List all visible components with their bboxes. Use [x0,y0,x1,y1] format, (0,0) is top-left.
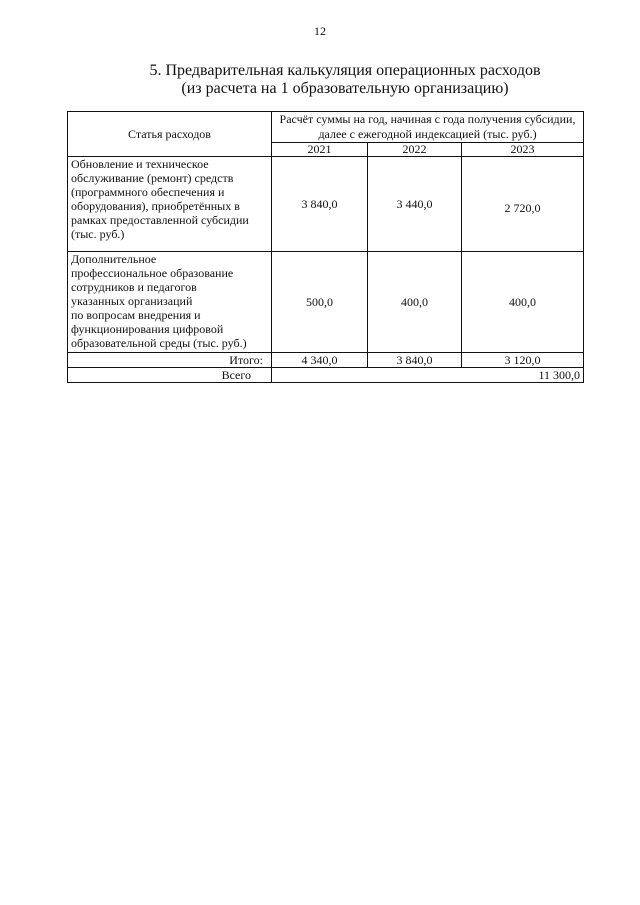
value-cell-2021: 500,0 [272,252,368,353]
totals-label: Итого: [68,353,272,368]
header-year-2021: 2021 [272,143,368,157]
header-expense-item: Статья расходов [68,112,272,157]
value-cell-2023: 400,0 [462,252,584,353]
value-cell-2021: 3 840,0 [272,157,368,252]
item-line: по вопросам внедрения и [71,308,201,322]
value-cell-2022: 400,0 [368,252,462,353]
page-number: 12 [314,24,326,38]
item-line: (тыс. руб.) [71,227,125,241]
item-line: рамках предоставленной субсидии [71,213,249,227]
document-title [110,62,580,98]
table-row [68,252,584,353]
totals-row [68,353,584,368]
item-line: сотрудников и педагогов [71,280,197,294]
grand-total-row [68,368,584,383]
total-2023: 3 120,0 [462,353,584,368]
grand-total-label: Всего [68,368,272,383]
header-calculation: Расчёт суммы на год, начиная с года получения субсидии, далее с ежегодной индексацией (тыс. руб.) [272,112,584,143]
item-line: профессиональное образование [71,266,234,280]
item-line: оборудования), приобретённых в [71,199,240,213]
title-line-1: 5. Предварительная калькуляция операционных расходов [149,62,541,79]
grand-total-value: 11 300,0 [272,368,584,383]
value-cell-2023: 2 720,0 [462,157,584,252]
header-year-2023: 2023 [462,143,584,157]
table-header-row [68,112,584,143]
value-cell-2022: 3 440,0 [368,157,462,252]
row-expense-item [68,157,272,252]
item-line: образовательной среды (тыс. руб.) [71,336,247,350]
item-line: обслуживание (ремонт) средств [71,171,234,185]
item-line: указанных организаций [71,294,193,308]
table-row [68,157,584,252]
total-2022: 3 840,0 [368,353,462,368]
row-expense-item [68,252,272,353]
expense-calculation-table [67,111,584,383]
item-line: (программного обеспечения и [71,185,225,199]
item-line: Дополнительное [71,252,157,266]
header-year-2022: 2022 [368,143,462,157]
item-line: Обновление и техническое [71,157,209,171]
item-line: функционирования цифровой [71,322,224,336]
title-line-2: (из расчета на 1 образовательную организацию) [181,80,509,97]
total-2021: 4 340,0 [272,353,368,368]
